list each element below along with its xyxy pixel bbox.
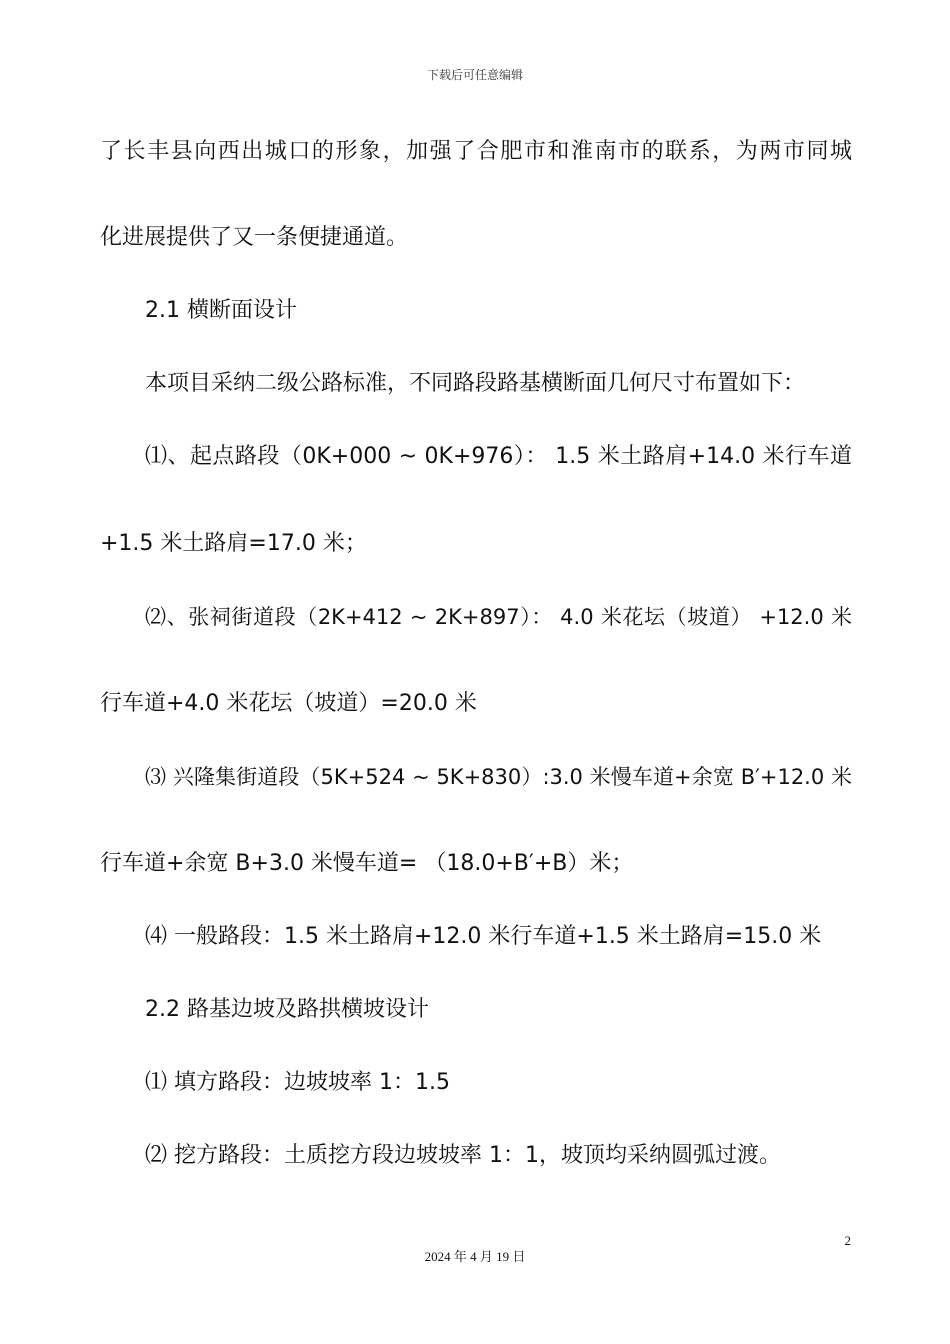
page-header: 下载后可任意编辑 <box>426 68 523 82</box>
list-item-2-line-2: 行车道+4.0 米花坛（坡道）=20.0 米 <box>100 691 477 716</box>
section-heading-2-1: 2.1 横断面设计 <box>145 298 297 323</box>
body-line-intro: 本项目采纳二级公路标准，不同路段路基横断面几何尺寸布置如下： <box>145 371 806 396</box>
footer-date: 2024 年 4 月 19 日 <box>424 1249 526 1264</box>
page-number: 2 <box>844 1233 851 1248</box>
body-line-2: 化进展提供了又一条便捷通道。 <box>100 225 409 250</box>
slope-item-1: ⑴ 填方路段：边坡坡率 1：1.5 <box>145 1070 450 1095</box>
list-item-3-line-2: 行车道+余宽 B+3.0 米慢车道= （18.0+B′+B）米； <box>100 851 634 876</box>
slope-item-2: ⑵ 挖方路段：土质挖方段边坡坡率 1：1，坡顶均采纳圆弧过渡。 <box>145 1143 781 1168</box>
list-item-3-line-1: ⑶ 兴隆集街道段（5K+524 ~ 5K+830）:3.0 米慢车道+余宽 B′+12.0 米 <box>145 765 852 789</box>
list-item-1-line-1: ⑴、起点路段（0K+000 ~ 0K+976）： 1.5 米土路肩+14.0 米行车道 <box>145 444 852 469</box>
body-line-1: 了长丰县向西出城口的形象，加强了合肥市和淮南市的联系，为两市同城 <box>100 139 852 164</box>
list-item-4: ⑷ 一般路段：1.5 米土路肩+12.0 米行车道+1.5 米土路肩=15.0 米 <box>145 924 822 949</box>
list-item-1-line-2: +1.5 米土路肩=17.0 米； <box>100 531 367 556</box>
section-heading-2-2: 2.2 路基边坡及路拱横坡设计 <box>145 997 429 1022</box>
list-item-2-line-1: ⑵、张祠街道段（2K+412 ~ 2K+897）： 4.0 米花坛（坡道） +12.0 米 <box>145 605 852 629</box>
